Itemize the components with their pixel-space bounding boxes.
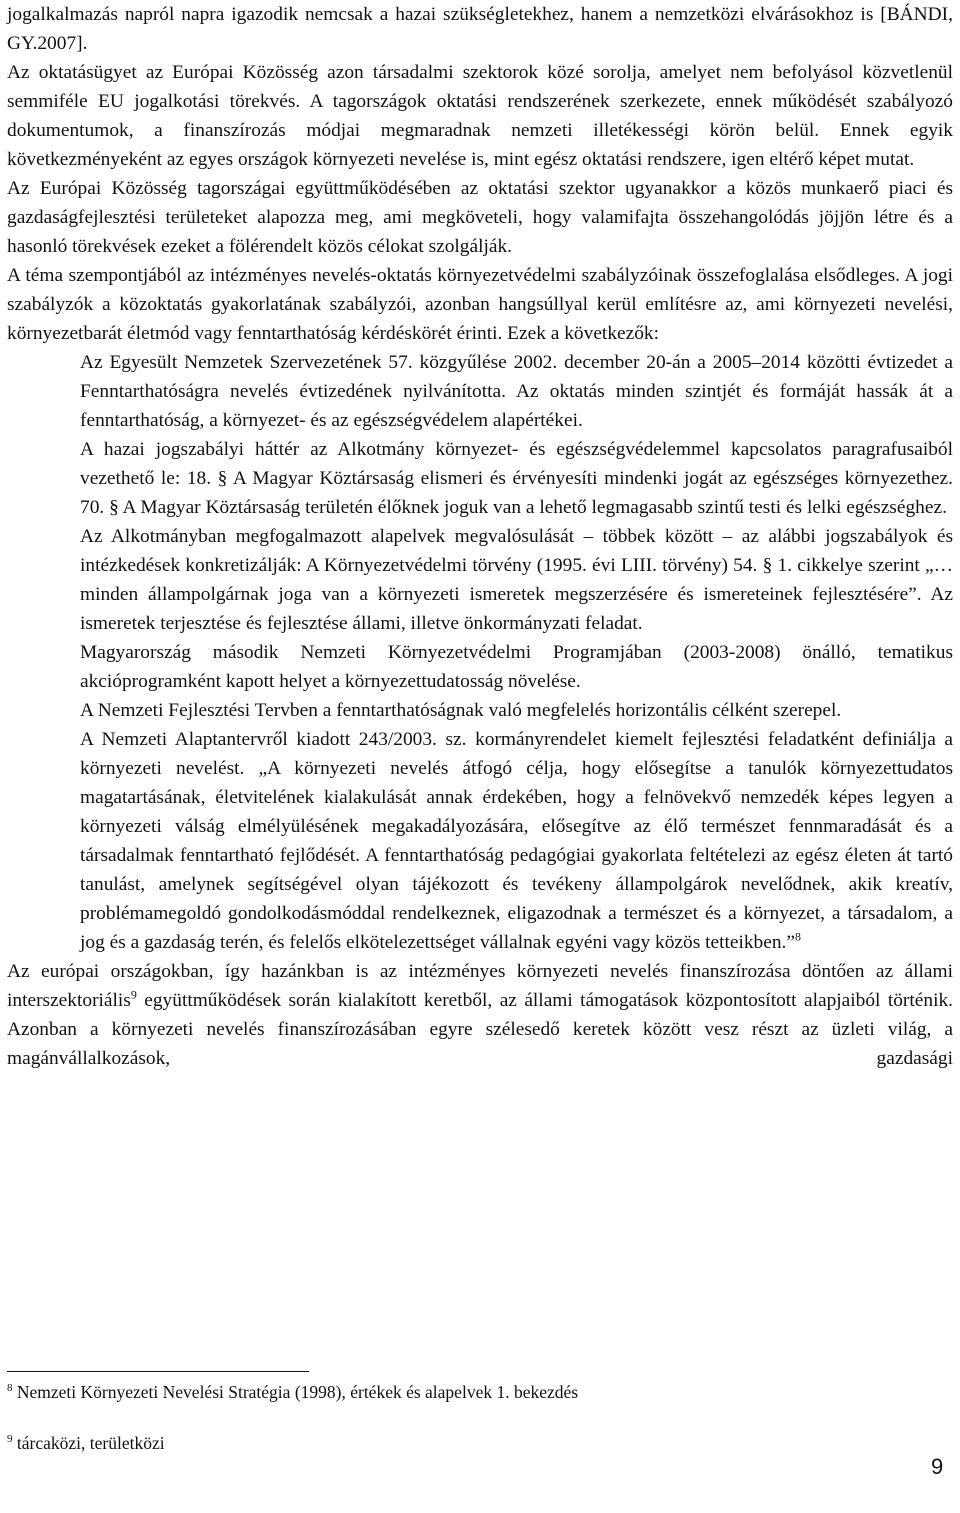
footnote-mark: 9 <box>7 1433 13 1446</box>
footnote-reference[interactable]: 8 <box>795 929 802 944</box>
indented-paragraph: A hazai jogszabályi háttér az Alkotmány környezet- és egészségvédelemmel kapcsolatos paragrafusaiból vezethető le: 18. § A Magyar Köztársaság elismeri és érvényesíti mindenki jogát az egészséges környezethez. 70. § A Magyar Köztársaság területén élőknek joguk van a lehető legmagasabb szintű testi és lelki egészséghez. <box>80 439 953 518</box>
quoted-text: A Nemzeti Alaptantervről kiadott 243/2003. sz. kormányrendelet kiemelt fejlesztési feladatként definiálja a környezeti nevelést. „A környezeti nevelés átfogó célja, hogy elősegítse a tanulók környezettudatos magatartásának, életvitelének kialakulását annak érdekében, hogy a felnövekvő nemzedék képes legyen a környezeti válság elmélyülésének megakadályozására, elősegítve az élő természet fennmaradását és a társadalmak fenntartható fejlődését. A fenntarthatóság pedagógiai gyakorlata feltételezi az egész életen át tartó tanulást, amelynek segítségével olyan tájékozott és tevékeny állampolgárok nevelődnek, akik kreatív, problémamegoldó gondolkodásmóddal rendelkeznek, eligazodnak a természet és a környezet, a társadalom, a jog és a gazdaság terén, és felelős elkötelezettséget vállalnak egyéni vagy közös tetteikben.” <box>80 729 953 953</box>
footnote-text: Nemzeti Környezeti Nevelési Stratégia (1998), értékek és alapelvek 1. bekezdés <box>12 1382 579 1402</box>
paragraph-text: Az európai országokban, így hazánkban is az intézményes környezeti nevelés finanszírozása döntően az állami interszektoriális <box>7 961 953 1011</box>
page-number: 9 <box>931 1454 944 1479</box>
paragraph-text: együttműködések során kialakított keretből, az állami támogatások központosított alapjaiból történik. Azonban a környezeti nevelés finanszírozásában egyre szélesedő keretek között vesz részt az üzleti világ, a magánvállalkozások, gazdasági <box>7 990 953 1069</box>
paragraph: Az oktatásügyet az Európai Közösség azon társadalmi szektorok közé sorolja, amelyet nem befolyásol közvetlenül semmiféle EU jogalkotási törekvés. A tagországok oktatási rendszerének szerkezete, ennek működését szabályozó dokumentumok, a finanszírozás módjai megmaradnak nemzeti illetékességi körön belül. Ennek egyik következményeként az egyes országok környezeti nevelése is, mint egész oktatási rendszere, igen eltérő képet mutat. <box>7 62 953 170</box>
paragraph: Az Európai Közösség tagországai együttműködésében az oktatási szektor ugyanakkor a közös munkaerő piaci és gazdaságfejlesztési területeket alapozza meg, ami megköveteli, hogy valamifajta összehangolódás jöjjön létre és a hasonló törekvések ezeket a fölérendelt közös célokat szolgálják. <box>7 178 953 257</box>
footnote <box>7 1381 907 1403</box>
indented-paragraph <box>0 725 953 957</box>
indented-paragraph: Magyarország második Nemzeti Környezetvédelmi Programjában (2003-2008) önálló, tematikus akcióprogramként kapott helyet a környezettudatosság növelése. <box>80 642 953 692</box>
paragraph: A téma szempontjából az intézményes nevelés-oktatás környezetvédelmi szabályzóinak összefoglalása elsődleges. A jogi szabályzók a közoktatás gyakorlatának szabályzói, azonban hangsúllyal kerül említésre az, ami környezeti nevelési, környezetbarát életmód vagy fenntarthatóság kérdéskörét érinti. Ezek a következők: <box>7 265 953 344</box>
footnote-text: tárcaközi, területközi <box>12 1433 165 1453</box>
indented-paragraph: A Nemzeti Fejlesztési Tervben a fenntarthatóságnak való megfelelés horizontális célként szerepel. <box>80 700 842 721</box>
footnote <box>7 1432 907 1454</box>
indented-paragraph: Az Alkotmányban megfogalmazott alapelvek megvalósulását – többek között – az alábbi jogszabályok és intézkedések konkretizálják: A Környezetvédelmi törvény (1995. évi LIII. törvény) 54. § 1. cikkelye szerint „…minden állampolgárnak joga van a környezeti ismeretek megszerzésére és ismereteinek fejlesztésére”. Az ismeretek terjesztése és fejlesztése állami, illetve önkormányzati feladat. <box>80 526 953 634</box>
paragraph <box>0 957 953 1073</box>
paragraph: jogalkalmazás napról napra igazodik nemcsak a hazai szükségletekhez, hanem a nemzetközi elvárásokhoz is [BÁNDI, GY.2007]. <box>7 4 953 54</box>
footnote-separator <box>7 1371 309 1372</box>
footnote-reference[interactable]: 9 <box>130 987 137 1002</box>
footnote-mark: 8 <box>7 1382 13 1395</box>
indented-paragraph: Az Egyesült Nemzetek Szervezetének 57. közgyűlése 2002. december 20-án a 2005–2014 közötti évtizedet a Fenntarthatóságra nevelés évtizedének nyilvánította. Az oktatás minden szintjét és formáját hassák át a fenntarthatóság, a környezet- és az egészségvédelem alapértékei. <box>80 352 953 431</box>
